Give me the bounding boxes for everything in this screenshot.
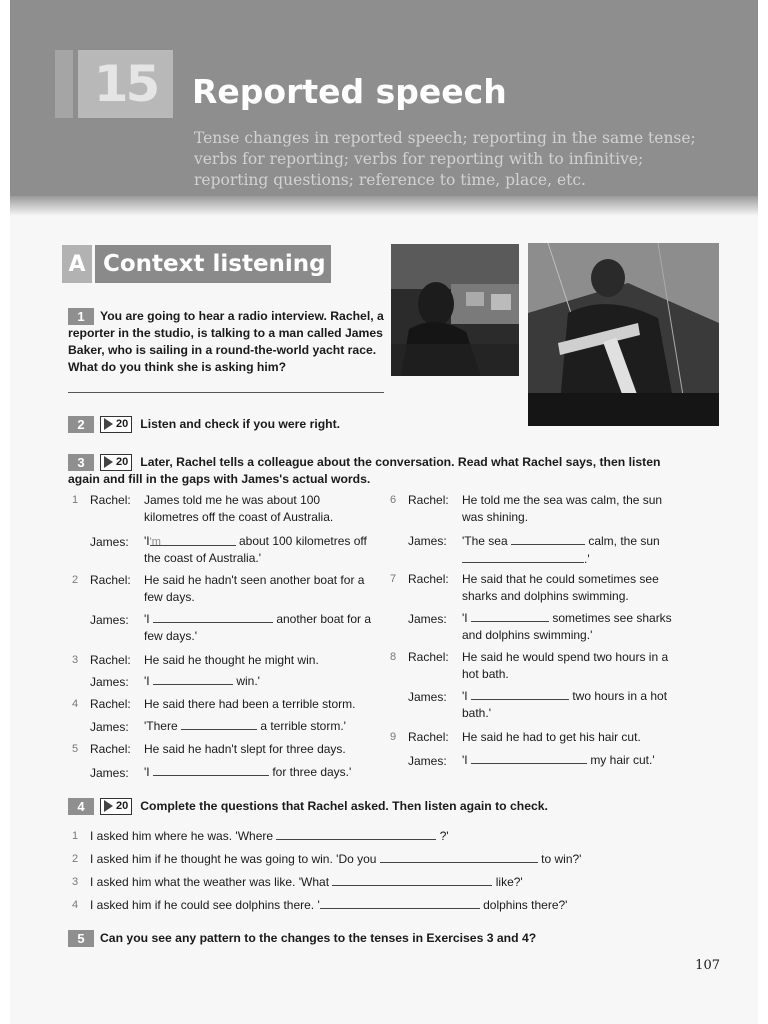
james-text: 'I [144,612,150,626]
james-label: James: [90,766,129,780]
unit-number-stripe [55,50,73,118]
section-letter: A [62,245,92,283]
item-number: 3 [72,876,79,888]
audio-track-button[interactable] [100,454,132,471]
exercise-2-text: Listen and check if you were right. [140,417,341,431]
james-text: .' [584,552,590,566]
james-text: 'I [144,534,150,548]
exercise-3-text: Later, Rachel tells a colleague about the conversation. Read what Rachel says, then listen again and fill in the gaps with James's actual words. [68,455,661,487]
example-answer: 'm [149,536,161,548]
item-number: 2 [72,574,79,586]
item-number: 5 [72,743,79,755]
james-label: James: [90,613,129,627]
question-text: I asked him if he thought he was going to win. 'Do you [90,852,377,866]
item-number: 7 [390,573,397,585]
track-number: 20 [116,800,129,813]
unit-title: Reported speech [192,72,507,111]
gap-field[interactable] [181,718,257,730]
james-line [462,752,682,769]
question-text: I asked him where he was. 'Where [90,829,274,843]
james-label: James: [90,720,129,734]
question-text: like?' [495,875,523,889]
question-line [90,851,581,868]
play-icon [104,418,113,430]
unit-subtitle: Tense changes in reported speech; reporting in the same tense; verbs for reporting; verbs for reporting with to infinitive; reporting questions; reference to time, place, etc. [194,129,696,189]
rachel-line: He said he hadn't slept for three days. [144,742,346,756]
question-text: dolphins there?' [483,898,568,912]
james-label: James: [408,690,447,704]
rachel-line: He said there had been a terrible storm. [144,697,356,711]
exercise-1-answer-line[interactable] [68,392,384,393]
exercise-3 [68,454,688,488]
exercise-5-number: 5 [68,930,94,947]
exercise-1-text: You are going to hear a radio interview. Rachel, a reporter in the studio, is talking to a man called James Baker, who is sailing in a round-the-world yacht race. What do you think she is asking him? [68,309,384,375]
james-line [462,610,682,644]
rachel-label: Rachel: [90,697,131,711]
gap-field[interactable] [471,752,587,764]
question-text: ?' [439,829,449,843]
james-label: James: [408,612,447,626]
gap-field[interactable] [153,611,273,623]
exercise-5-text: Can you see any pattern to the changes to the tenses in Exercises 3 and 4? [100,931,537,945]
gap-field[interactable] [150,534,236,546]
gap-field[interactable] [380,851,538,863]
james-label: James: [408,534,447,548]
james-line [144,611,374,645]
rachel-label: Rachel: [408,493,449,507]
james-text: another boat for a few days.' [144,612,372,643]
exercise-4-number: 4 [68,798,94,815]
rachel-line: He said that he could sometimes see sharks and dolphins swimming. [462,572,659,603]
james-text: 'I [144,765,150,779]
question-line [90,897,567,914]
page-number: 107 [695,958,720,973]
james-text: a terrible storm.' [260,719,346,733]
james-text: 'The sea [462,534,508,548]
james-text: 'I [144,674,150,688]
question-text: to win?' [541,852,582,866]
gap-field[interactable] [511,533,585,545]
question-text: I asked him what the weather was like. 'What [90,875,330,889]
james-line [462,532,682,568]
unit-number: 15 [78,50,173,118]
rachel-line: He said he would spend two hours in a hot bath. [462,650,669,681]
james-label: James: [90,675,129,689]
rachel-label: Rachel: [408,572,449,586]
exercise-1-number: 1 [68,308,94,325]
photo-studio-sailor [391,244,519,376]
rachel-label: Rachel: [90,742,131,756]
james-text: 'I [462,689,468,703]
james-text: win.' [236,674,260,688]
question-line [90,828,449,845]
james-text: for three days.' [272,765,352,779]
gap-field[interactable] [471,610,549,622]
gap-field[interactable] [276,828,436,840]
question-line [90,874,523,891]
james-text: sometimes see sharks and dolphins swimming.' [462,611,672,642]
james-text: calm, the sun [588,534,660,548]
item-number: 4 [72,698,79,710]
james-label: James: [408,754,447,768]
james-text: my hair cut.' [590,753,655,767]
rachel-label: Rachel: [90,493,131,507]
photo-yacht-sailor [528,243,719,426]
exercise-1 [68,308,388,376]
gap-field[interactable] [462,551,584,563]
rachel-line: He said he thought he might win. [144,653,319,667]
james-text: 'I [462,611,468,625]
audio-track-button[interactable] [100,798,132,815]
james-line [144,718,374,735]
audio-track-button[interactable] [100,416,132,433]
item-number: 1 [72,494,79,506]
track-number: 20 [116,418,129,431]
gap-field[interactable] [471,688,569,700]
gap-field[interactable] [332,874,492,886]
james-line [144,533,374,567]
rachel-label: Rachel: [408,730,449,744]
item-number: 2 [72,853,79,865]
james-text: two hours in a hot bath.' [462,689,668,720]
item-number: 8 [390,651,397,663]
item-number: 9 [390,731,397,743]
exercise-5 [68,930,536,947]
gap-field[interactable] [153,764,269,776]
james-text: about 100 kilometres off the coast of Australia.' [144,534,367,565]
exercise-3-number: 3 [68,454,94,471]
rachel-line: He told me the sea was calm, the sun was shining. [462,493,663,524]
rachel-label: Rachel: [90,653,131,667]
gap-field[interactable] [153,673,233,685]
rachel-line: James told me he was about 100 kilometres off the coast of Australia. [144,493,334,524]
play-icon [104,800,113,812]
rachel-label: Rachel: [408,650,449,664]
exercise-4 [68,798,548,815]
gap-field[interactable] [320,897,480,909]
james-text: 'I [462,753,468,767]
james-label: James: [90,535,129,549]
item-number: 3 [72,654,79,666]
item-number: 1 [72,830,79,842]
james-line [462,688,682,722]
exercise-2-number: 2 [68,416,94,433]
header-fade [10,196,758,216]
exercise-2 [68,416,340,433]
rachel-label: Rachel: [90,573,131,587]
rachel-line: He said he had to get his hair cut. [462,730,641,744]
question-text: I asked him if he could see dolphins there. ' [90,898,320,912]
exercise-4-text: Complete the questions that Rachel asked. Then listen again to check. [140,799,548,813]
item-number: 6 [390,494,397,506]
james-line [144,673,374,690]
play-icon [104,456,113,468]
james-text: 'There [144,719,178,733]
item-number: 4 [72,899,79,911]
rachel-line: He said he hadn't seen another boat for a few days. [144,573,365,604]
track-number: 20 [116,456,129,469]
james-line [144,764,374,781]
section-title: Context listening [95,245,331,283]
